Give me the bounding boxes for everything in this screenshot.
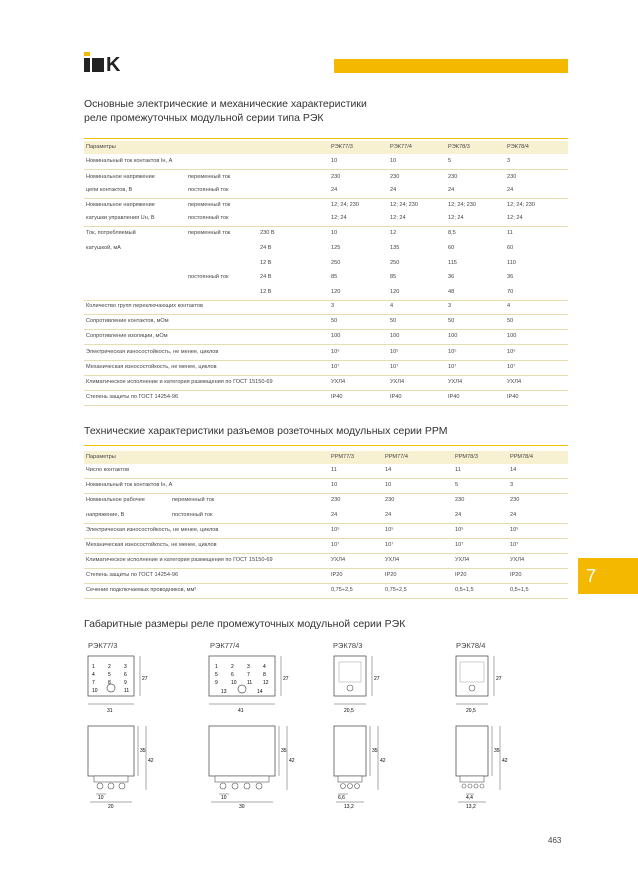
value-cell: IP40 [448, 394, 460, 400]
value-cell: 10⁵ [455, 527, 464, 533]
value-cell: 0,5÷1,5 [510, 587, 529, 593]
value-cell: 12; 24; 230 [390, 202, 418, 208]
value-cell: IP40 [507, 394, 519, 400]
value-cell: 0,75÷2,5 [385, 587, 407, 593]
value-cell: 12; 24; 230 [507, 202, 535, 208]
pin-label: 7 [92, 680, 95, 686]
value-cell: IP40 [331, 394, 343, 400]
value-cell: 10⁵ [448, 349, 457, 355]
value-cell: 48 [448, 289, 455, 295]
dim-42: 42 [148, 758, 154, 764]
value-cell: 50 [448, 318, 455, 324]
model-label-r783: РЭК78/3 [333, 641, 363, 650]
row-label: Климатическое исполнение и категория размещения по ГОСТ 15150-69 [86, 379, 273, 385]
value-cell: 36 [448, 274, 455, 280]
value-cell: УХЛ4 [455, 557, 470, 563]
table-row [84, 497, 568, 511]
pin-label: 10 [231, 680, 237, 686]
row-separator [84, 375, 568, 376]
value-cell: 36 [507, 274, 514, 280]
header-cell: Параметры [86, 454, 116, 460]
value-cell: 12; 24 [390, 215, 406, 221]
dim-width: 20,5 [344, 708, 354, 714]
value-cell: 250 [331, 260, 341, 266]
dim-width: 20,5 [466, 708, 476, 714]
header-cell: Параметры [86, 144, 116, 150]
value-cell: 10⁵ [510, 527, 519, 533]
dim-width: 41 [238, 708, 244, 714]
value-cell: 10⁷ [507, 364, 516, 370]
dim-pin: 10 [221, 795, 227, 801]
pin-label: 9 [124, 680, 127, 686]
table-row [84, 174, 568, 188]
value-cell: 10⁷ [455, 542, 464, 548]
value-cell: 10 [331, 158, 338, 164]
dim-35: 35 [281, 748, 287, 754]
value-cell: IP20 [385, 572, 397, 578]
dim-height: 27 [283, 676, 289, 682]
pin-label: 11 [247, 680, 253, 686]
value-cell: 230 [331, 497, 341, 503]
header-cell: РРМ77/3 [331, 454, 354, 460]
value-cell: 135 [390, 245, 400, 251]
value-cell: 100 [390, 333, 400, 339]
dim-height: 27 [142, 676, 148, 682]
value-cell: 230 [331, 174, 341, 180]
row-label: цепи контактов, В [86, 187, 133, 193]
value-cell: 12; 24 [507, 215, 523, 221]
value-cell: IP20 [331, 572, 343, 578]
value-cell: 5 [455, 482, 459, 488]
value-cell: 3 [448, 303, 452, 309]
row-label: Сопротивление изоляции, мОм [86, 333, 168, 339]
row-sublabel: постоянный ток [188, 215, 229, 221]
value-cell: 24 [331, 512, 338, 518]
dim-pin: 6,6 [338, 795, 345, 801]
pin-label: 6 [124, 672, 127, 678]
value-cell: 10⁷ [331, 364, 340, 370]
value-cell: 5 [448, 158, 452, 164]
value-cell: УХЛ4 [331, 379, 346, 385]
value-cell: 10⁵ [507, 349, 516, 355]
value-cell: 24 [455, 512, 462, 518]
dim-42: 42 [502, 758, 508, 764]
row-separator [84, 598, 568, 599]
value-cell: 11 [455, 467, 461, 473]
header-cell: РРМ77/4 [385, 454, 408, 460]
pin-label: 1 [92, 664, 95, 670]
value-cell: 100 [331, 333, 341, 339]
value-cell: 115 [448, 260, 457, 266]
row-sublabel: 12 В [260, 260, 272, 266]
value-cell: 10⁷ [510, 542, 519, 548]
value-cell: 60 [507, 245, 514, 251]
value-cell: 12; 24 [448, 215, 464, 221]
drawing-r773-top [84, 652, 154, 722]
value-cell: 50 [331, 318, 338, 324]
value-cell: УХЛ4 [507, 379, 522, 385]
value-cell: 110 [507, 260, 516, 266]
row-sublabel: постоянный ток [188, 274, 229, 280]
value-cell: 100 [507, 333, 517, 339]
row-sublabel: 24 В [260, 274, 272, 280]
value-cell: УХЛ4 [390, 379, 405, 385]
pin-label: 9 [215, 680, 218, 686]
value-cell: 3 [331, 303, 335, 309]
row-separator [84, 553, 568, 554]
value-cell: 230 [510, 497, 520, 503]
value-cell: 10⁵ [385, 527, 394, 533]
header-cell: РРМ78/4 [510, 454, 533, 460]
pin-label: 3 [247, 664, 250, 670]
header-cell: РЭК77/3 [331, 144, 353, 150]
value-cell: 230 [385, 497, 395, 503]
dim-height: 27 [374, 676, 380, 682]
dim-35: 35 [372, 748, 378, 754]
row-separator [84, 169, 568, 170]
row-sublabel: постоянный ток [172, 512, 213, 518]
row-label: Количество групп переключающих контактов [86, 303, 204, 309]
section1-rule [84, 138, 568, 139]
row-label: Электрическая износостойкость, не менее, циклов [86, 527, 219, 533]
drawing-r774-top [205, 652, 295, 722]
value-cell: 10 [331, 230, 338, 236]
value-cell: 24 [385, 512, 392, 518]
row-separator [84, 405, 568, 406]
dim-pin: 4,4 [466, 795, 473, 801]
drawing-r783-side [330, 722, 400, 812]
value-cell: 12; 24; 230 [448, 202, 476, 208]
model-label-r773: РЭК77/3 [88, 641, 118, 650]
dim-35: 35 [494, 748, 500, 754]
value-cell: IP20 [510, 572, 522, 578]
row-label: катушкой, мА [86, 245, 121, 251]
pin-label: 3 [124, 664, 127, 670]
pin-label: 11 [124, 688, 130, 694]
value-cell: 12; 24; 230 [331, 202, 359, 208]
row-separator [84, 226, 568, 227]
dim-35: 35 [140, 748, 146, 754]
row-sublabel: 12 В [260, 289, 272, 295]
row-label: Сечение подключаемых проводников, мм² [86, 587, 197, 593]
value-cell: 70 [507, 289, 514, 295]
pin-label: 1 [215, 664, 218, 670]
value-cell: 24 [390, 187, 397, 193]
section1-title: Основные электрические и механические характеристики реле промежуточных модульной серии типа РЭК [84, 98, 367, 125]
table-row [84, 245, 568, 259]
value-cell: 100 [448, 333, 458, 339]
value-cell: 0,5÷1,5 [455, 587, 474, 593]
header-yellow-bar [334, 59, 568, 73]
row-label: Степень защиты по ГОСТ 14254-96 [86, 394, 179, 400]
value-cell: 10⁵ [331, 527, 340, 533]
pin-label: 13 [221, 689, 227, 695]
value-cell: 4 [507, 303, 511, 309]
value-cell: 4 [390, 303, 394, 309]
row-separator [84, 538, 568, 539]
row-label: Сопротивление контактов, мОм [86, 318, 169, 324]
row-label: Номинальное рабочее [86, 497, 145, 503]
value-cell: IP40 [390, 394, 402, 400]
value-cell: 10⁵ [331, 349, 340, 355]
value-cell: 230 [507, 174, 517, 180]
row-label: Степень защиты по ГОСТ 14254-96 [86, 572, 179, 578]
drawing-r773-side [84, 722, 164, 812]
row-sublabel: переменный ток [188, 202, 231, 208]
row-label: Электрическая износостойкость, не менее, циклов [86, 349, 219, 355]
row-separator [84, 314, 568, 315]
row-separator [84, 360, 568, 361]
row-separator [84, 300, 568, 301]
pin-label: 4 [92, 672, 95, 678]
value-cell: 50 [507, 318, 514, 324]
dim-base: 30 [239, 804, 245, 810]
value-cell: 60 [448, 245, 455, 251]
value-cell: 24 [510, 512, 517, 518]
row-sublabel: 24 В [260, 245, 272, 251]
table-row [84, 274, 568, 288]
pin-label: 12 [263, 680, 269, 686]
value-cell: 230 [390, 174, 400, 180]
table-header [84, 141, 568, 154]
page-number: 463 [548, 836, 562, 845]
iek-logo: K [84, 56, 119, 74]
pin-label: 8 [108, 680, 111, 686]
value-cell: 11 [331, 467, 337, 473]
row-sublabel: переменный ток [188, 230, 231, 236]
pin-label: 2 [231, 664, 234, 670]
value-cell: УХЛ4 [385, 557, 400, 563]
value-cell: 50 [390, 318, 397, 324]
dim-base: 13,2 [466, 804, 476, 810]
value-cell: 10⁷ [390, 364, 399, 370]
pin-label: 6 [231, 672, 234, 678]
row-label: Механическая износостойкость, не менее, циклов [86, 364, 217, 370]
value-cell: 10⁷ [331, 542, 340, 548]
model-label-r774: РЭК77/4 [210, 641, 240, 650]
pin-label: 14 [257, 689, 263, 695]
row-label: Число контактов [86, 467, 130, 473]
dim-pin: 10 [98, 795, 104, 801]
row-separator [84, 198, 568, 199]
value-cell: УХЛ4 [448, 379, 463, 385]
row-label: Номинальный ток контактов Iн, А [86, 482, 173, 488]
row-separator [84, 390, 568, 391]
value-cell: 14 [510, 467, 517, 473]
value-cell: 120 [390, 289, 400, 295]
value-cell: 10 [331, 482, 338, 488]
row-separator [84, 568, 568, 569]
row-label: Климатическое исполнение и категория размещения по ГОСТ 15150-69 [86, 557, 273, 563]
header-cell: РЭК77/4 [390, 144, 412, 150]
value-cell: 12; 24 [331, 215, 347, 221]
value-cell: 85 [390, 274, 397, 280]
drawing-r784-side [452, 722, 522, 812]
drawing-r774-side [205, 722, 305, 812]
pin-label: 5 [215, 672, 218, 678]
row-sublabel: переменный ток [172, 497, 215, 503]
value-cell: 24 [507, 187, 514, 193]
value-cell: 10⁷ [385, 542, 394, 548]
value-cell: 230 [455, 497, 465, 503]
row-label: Механическая износостойкость, не менее, циклов [86, 542, 217, 548]
value-cell: 250 [390, 260, 400, 266]
pin-label: 5 [108, 672, 111, 678]
value-cell: 120 [331, 289, 341, 295]
value-cell: 230 [448, 174, 458, 180]
pin-label: 8 [263, 672, 266, 678]
section2-rule [84, 445, 568, 446]
value-cell: 14 [385, 467, 392, 473]
value-cell: 10⁵ [390, 349, 399, 355]
value-cell: 11 [507, 230, 513, 236]
row-separator [84, 344, 568, 345]
row-label: Номинальное напряжение [86, 174, 155, 180]
row-label: Номинальное напряжение [86, 202, 155, 208]
dim-base: 20 [108, 804, 114, 810]
row-label: напряжение, В [86, 512, 125, 518]
pin-label: 2 [108, 664, 111, 670]
dim-base: 13,2 [344, 804, 354, 810]
value-cell: IP20 [455, 572, 467, 578]
row-sublabel: постоянный ток [188, 187, 229, 193]
drawing-r783-top [330, 652, 390, 722]
value-cell: УХЛ4 [331, 557, 346, 563]
table-row [84, 202, 568, 216]
pin-label: 10 [92, 688, 98, 694]
value-cell: УХЛ4 [510, 557, 525, 563]
section2-title: Технические характеристики разъемов розеточных модульных серии РРМ [84, 425, 448, 437]
row-separator [84, 329, 568, 330]
value-cell: 24 [448, 187, 455, 193]
pin-label: 4 [263, 664, 266, 670]
drawing-r784-top [452, 652, 512, 722]
header-cell: РЭК78/4 [507, 144, 529, 150]
dim-height: 27 [496, 676, 502, 682]
chapter-tab: 7 [578, 558, 638, 594]
row-separator [84, 523, 568, 524]
value-cell: 24 [331, 187, 338, 193]
table-row [84, 260, 568, 274]
dim-42: 42 [289, 758, 295, 764]
value-cell: 10 [390, 158, 397, 164]
value-cell: 10 [385, 482, 392, 488]
pin-label: 7 [247, 672, 250, 678]
value-cell: 8,5 [448, 230, 456, 236]
value-cell: 0,75÷2,5 [331, 587, 353, 593]
value-cell: 10⁷ [448, 364, 457, 370]
value-cell: 3 [510, 482, 514, 488]
value-cell: 12 [390, 230, 397, 236]
value-cell: 3 [507, 158, 511, 164]
row-separator [84, 478, 568, 479]
model-label-r784: РЭК78/4 [456, 641, 486, 650]
row-sublabel: переменный ток [188, 174, 231, 180]
header-cell: РЭК78/3 [448, 144, 470, 150]
row-label: катушки управления Uн, В [86, 215, 155, 221]
section3-title: Габаритные размеры реле промежуточных модульной серии РЭК [84, 618, 406, 630]
row-separator [84, 493, 568, 494]
value-cell: 125 [331, 245, 341, 251]
dim-42: 42 [380, 758, 386, 764]
value-cell: 85 [331, 274, 338, 280]
row-separator [84, 583, 568, 584]
table-row [84, 230, 568, 244]
row-label: Ток, потребляемый [86, 230, 136, 236]
dim-width: 31 [107, 708, 113, 714]
row-sublabel: 230 В [260, 230, 275, 236]
table-header [84, 451, 568, 464]
row-label: Номинальный ток контактов Iн, А [86, 158, 173, 164]
header-cell: РРМ78/3 [455, 454, 478, 460]
